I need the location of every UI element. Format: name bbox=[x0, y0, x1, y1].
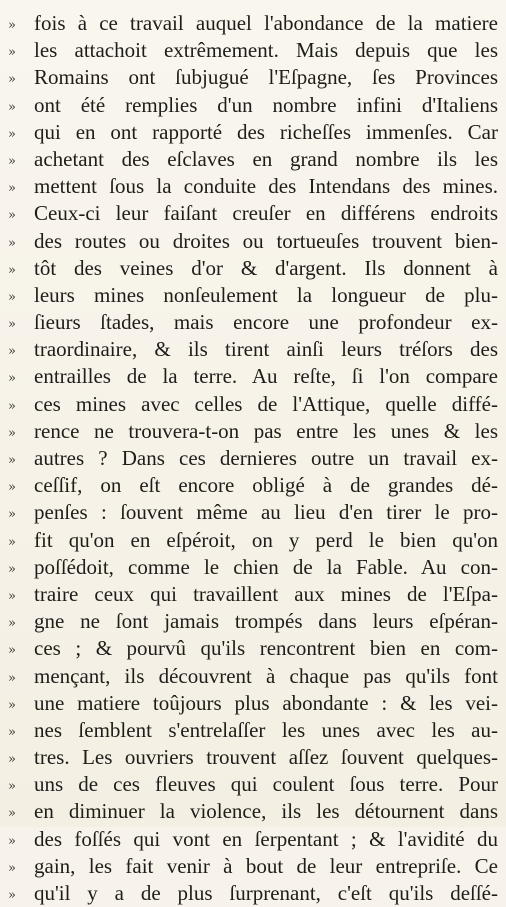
text-line bbox=[0, 363, 506, 390]
quote-marker: » bbox=[8, 398, 15, 414]
line-text: rence ne trouvera-t-on pas entre les unes & les bbox=[34, 418, 498, 443]
text-line bbox=[0, 282, 506, 309]
text-line bbox=[0, 173, 506, 200]
line-text: qu'il y a de plus ſurprenant, c'eſt qu'ils deſſé- bbox=[34, 881, 498, 905]
quote-marker: » bbox=[8, 289, 15, 305]
quote-marker: » bbox=[8, 153, 15, 169]
line-text: traordinaire, & ils tirent ainſi leurs tréſors des bbox=[34, 337, 498, 362]
quote-marker: » bbox=[8, 833, 15, 849]
text-line bbox=[0, 499, 506, 526]
text-line bbox=[0, 880, 506, 907]
line-text: fit qu'on en eſpéroit, on y perd le bien qu'on bbox=[34, 527, 498, 552]
line-text: qui en ont rapporté des richeſſes immenſes. Car bbox=[34, 119, 498, 144]
quote-marker: » bbox=[8, 643, 15, 659]
quote-marker: » bbox=[8, 99, 15, 115]
text-line bbox=[0, 581, 506, 608]
text-line bbox=[0, 309, 506, 336]
quote-marker: » bbox=[8, 507, 15, 523]
text-line bbox=[0, 853, 506, 880]
quote-marker: » bbox=[8, 72, 15, 88]
quote-marker: » bbox=[8, 616, 15, 632]
text-line bbox=[0, 37, 506, 64]
quote-marker: » bbox=[8, 425, 15, 441]
quote-marker: » bbox=[8, 181, 15, 197]
line-text: des routes ou droites ou tortueuſes trouvent bien- bbox=[34, 228, 498, 253]
text-line bbox=[0, 744, 506, 771]
quote-marker: » bbox=[8, 561, 15, 577]
text-line bbox=[0, 472, 506, 499]
line-text: uns de ces fleuves qui coulent ſous terre. Pour bbox=[34, 772, 498, 797]
text-line bbox=[0, 771, 506, 798]
line-text: penſes : ſouvent même au lieu d'en tirer le pro- bbox=[34, 500, 498, 525]
text-line bbox=[0, 391, 506, 418]
line-text: leurs mines nonſeulement la longueur de plu- bbox=[34, 282, 498, 307]
text-line bbox=[0, 200, 506, 227]
quote-marker: » bbox=[8, 45, 15, 61]
line-text: ſieurs ſtades, mais encore une profondeur ex- bbox=[34, 310, 498, 335]
text-line bbox=[0, 608, 506, 635]
text-line bbox=[0, 635, 506, 662]
line-text: ceſſif, on eſt encore obligé à de grandes dé- bbox=[34, 473, 498, 498]
quote-marker: » bbox=[8, 453, 15, 468]
quote-marker: » bbox=[8, 697, 15, 713]
line-text: entrailles de la terre. Au reſte, ſi l'on compare bbox=[34, 364, 498, 389]
quote-marker: » bbox=[8, 371, 15, 387]
quote-marker: » bbox=[8, 860, 15, 876]
quote-marker: » bbox=[8, 126, 15, 142]
text-line bbox=[0, 445, 506, 472]
text-line bbox=[0, 798, 506, 825]
quote-marker: » bbox=[8, 806, 15, 822]
quote-marker: » bbox=[8, 344, 15, 360]
text-line bbox=[0, 336, 506, 363]
quote-marker: » bbox=[8, 779, 15, 795]
line-text: gain, les fait venir à bout de leur entrepriſe. Ce bbox=[34, 853, 498, 878]
quote-marker: » bbox=[8, 752, 15, 768]
text-line bbox=[0, 146, 506, 173]
text-line bbox=[0, 690, 506, 717]
line-text: Ceux-ci leur faiſant creuſer en différens endroits bbox=[34, 201, 498, 226]
text-line bbox=[0, 92, 506, 119]
line-text: des foſſés qui vont en ſerpentant ; & l'avidité du bbox=[34, 826, 498, 851]
quote-marker: » bbox=[8, 888, 15, 903]
line-text: en diminuer la violence, ils les détournent dans bbox=[34, 799, 498, 824]
quote-marker: » bbox=[8, 235, 15, 251]
quote-marker: » bbox=[8, 18, 15, 33]
quote-marker: » bbox=[8, 262, 15, 278]
line-text: autres ? Dans ces dernieres outre un travail ex- bbox=[34, 446, 498, 470]
line-text: Romains ont ſubjugué l'Eſpagne, ſes Provinces bbox=[34, 65, 498, 90]
text-line bbox=[0, 826, 506, 853]
line-text: gne ne ſont jamais trompés dans leurs eſpéran- bbox=[34, 609, 498, 634]
quote-marker: » bbox=[8, 317, 15, 333]
quote-marker: » bbox=[8, 480, 15, 496]
text-line bbox=[0, 10, 506, 37]
line-text: tôt des veines d'or & d'argent. Ils donnent à bbox=[34, 255, 498, 280]
line-text: tres. Les ouvriers trouvent aſſez ſouvent quelques- bbox=[34, 745, 498, 770]
line-text: les attachoit extrêmement. Mais depuis que les bbox=[34, 38, 498, 63]
line-text: ont été remplies d'un nombre infini d'Italiens bbox=[34, 92, 498, 117]
line-text: fois à ce travail auquel l'abondance de la matiere bbox=[34, 11, 498, 35]
text-block bbox=[0, 10, 506, 907]
text-line bbox=[0, 717, 506, 744]
line-text: ces ; & pourvû qu'ils rencontrent bien en com- bbox=[34, 636, 498, 661]
line-text: mettent ſous la conduite des Intendans des mines. bbox=[34, 174, 498, 199]
line-text: mençant, ils découvrent à chaque pas qu'ils font bbox=[34, 663, 498, 688]
quote-marker: » bbox=[8, 724, 15, 740]
text-line bbox=[0, 663, 506, 690]
text-line bbox=[0, 119, 506, 146]
line-text: une matiere toûjours plus abondante : & les vei- bbox=[34, 690, 498, 715]
line-text: ces mines avec celles de l'Attique, quelle diffé- bbox=[34, 391, 498, 416]
text-line bbox=[0, 228, 506, 255]
text-line bbox=[0, 527, 506, 554]
line-text: achetant des eſclaves en grand nombre ils les bbox=[34, 146, 498, 171]
quote-marker: » bbox=[8, 534, 15, 550]
text-line bbox=[0, 418, 506, 445]
quote-marker: » bbox=[8, 670, 15, 686]
quote-marker: » bbox=[8, 588, 15, 604]
quote-marker: » bbox=[8, 208, 15, 224]
line-text: traire ceux qui travaillent aux mines de l'Eſpa- bbox=[34, 581, 498, 606]
line-text: nes ſemblent s'entrelaſſer les unes avec les au- bbox=[34, 717, 498, 742]
line-text: poſſédoit, comme le chien de la Fable. Au con- bbox=[34, 554, 498, 579]
text-line bbox=[0, 255, 506, 282]
text-line bbox=[0, 554, 506, 581]
text-line bbox=[0, 64, 506, 91]
